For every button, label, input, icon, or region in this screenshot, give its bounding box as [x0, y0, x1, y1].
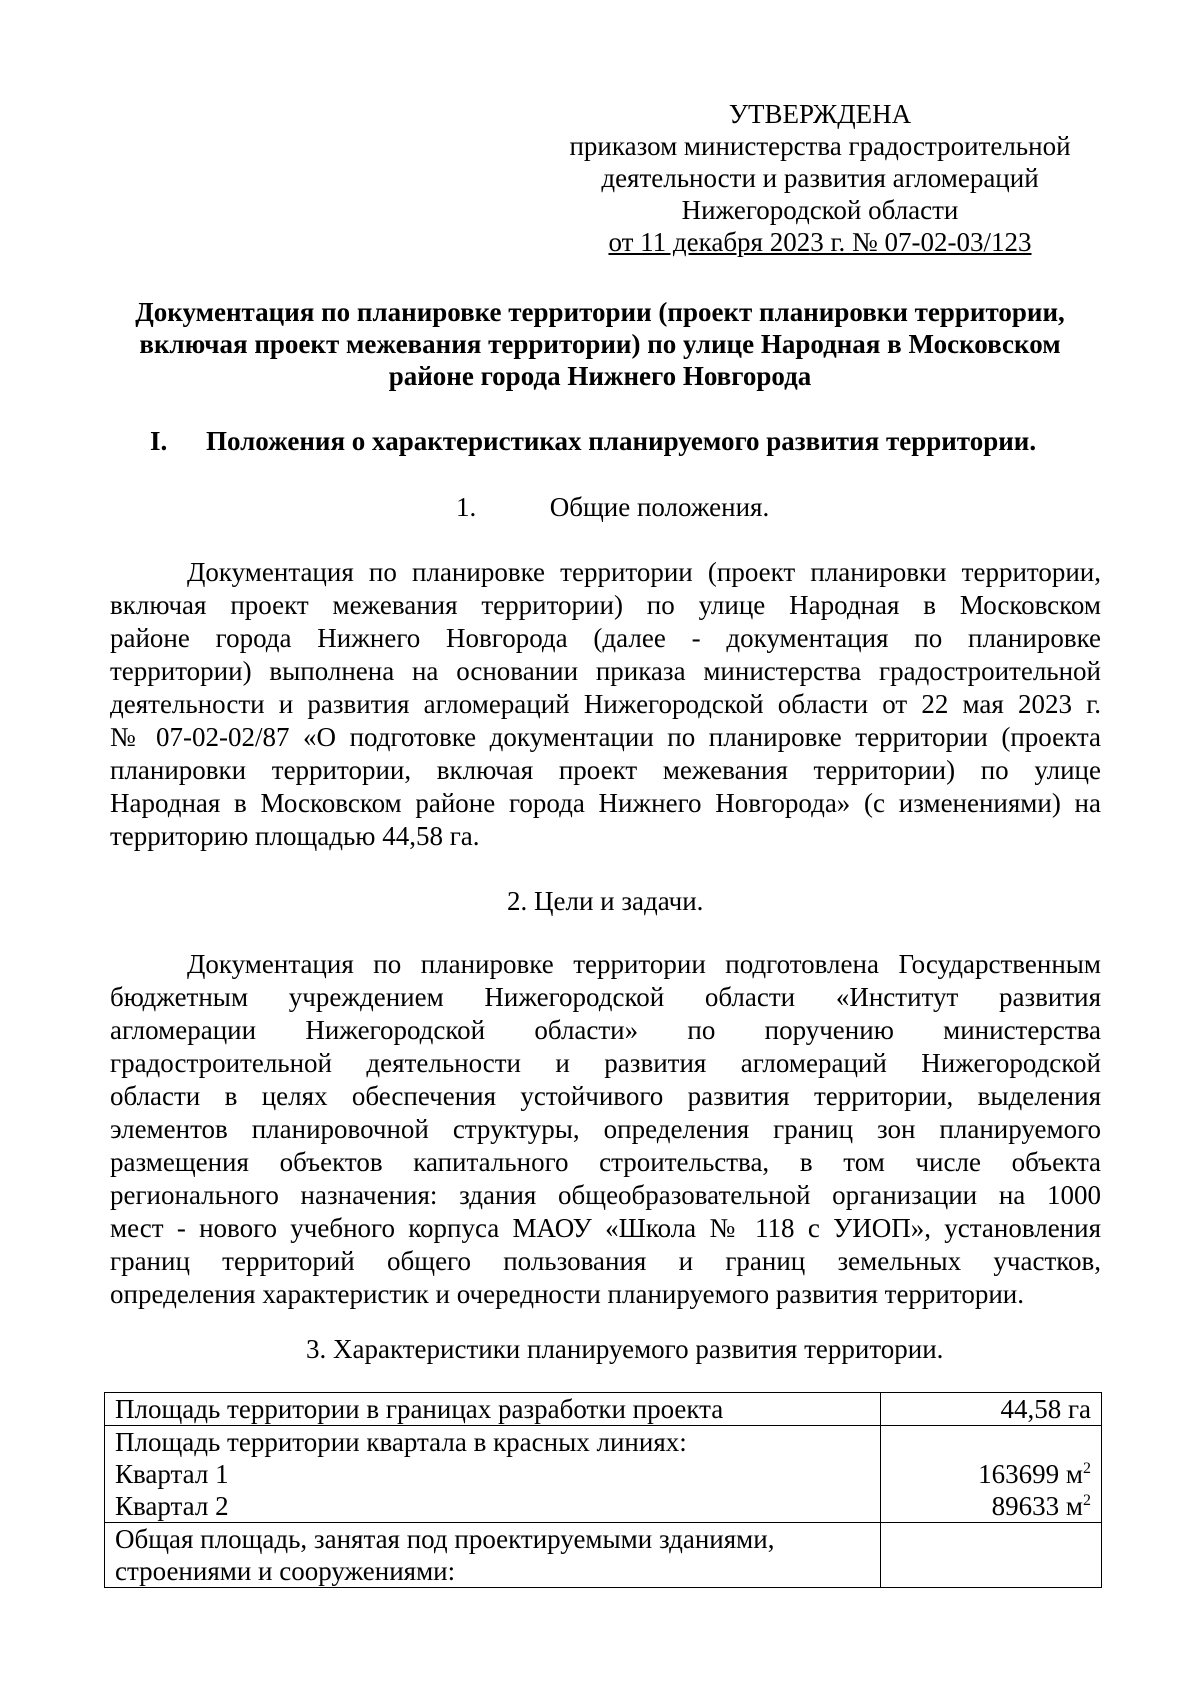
document-title — [110, 296, 1090, 392]
approval-date-order: от 11 декабря 2023 г. № 07-02-03/123 — [608, 227, 1032, 257]
unit-exponent: 2 — [1083, 1460, 1091, 1477]
table-row — [105, 1426, 1102, 1523]
paragraph-goals — [110, 948, 1101, 1311]
paragraph-line: Документация по планировке территории (проект планировки территории, — [187, 557, 1101, 587]
paragraph-line: агломерации Нижегородской области» по поручению министерства — [110, 1015, 1101, 1045]
approval-line-3: Нижегородской области — [681, 195, 959, 225]
paragraph-line: включая проект межевания территории) по улице Народная в Московском — [110, 590, 1101, 620]
table-cell-text: Общая площадь, занятая под проектируемыми зданиями, — [115, 1524, 775, 1554]
paragraph-line: Документация по планировке территории подготовлена Государственным — [187, 949, 1101, 979]
paragraph-line: районе города Нижнего Новгорода (далее - документация по планировке — [110, 623, 1101, 653]
table-cell-value: 44,58 га — [881, 1393, 1102, 1426]
table-cell-label — [105, 1426, 881, 1523]
title-line-1: Документация по планировке территории (проект планировки территории, — [135, 297, 1065, 327]
section-number: I. — [150, 426, 168, 456]
characteristics-table — [104, 1392, 1102, 1588]
paragraph-line: Народная в Московском районе города Нижнего Новгорода» (с изменениями) на — [110, 788, 1101, 818]
table-cell-label: Площадь территории в границах разработки проекта — [105, 1393, 881, 1426]
approval-line-2: деятельности и развития агломераций — [601, 163, 1039, 193]
paragraph-line: бюджетным учреждением Нижегородской области «Институт развития — [110, 982, 1101, 1012]
table-cell-text: Квартал 1 — [115, 1459, 229, 1489]
paragraph-line: территорию площадью 44,58 га. — [110, 821, 480, 851]
paragraph-line: № 07-02-02/87 «О подготовке документации по планировке территории (проекта — [110, 722, 1101, 752]
approval-block — [560, 98, 1080, 258]
approval-status: УТВЕРЖДЕНА — [728, 99, 912, 129]
paragraph-line: регионального назначения: здания общеобразовательной организации на 1000 — [110, 1180, 1101, 1210]
table-cell-text: Квартал 2 — [115, 1491, 229, 1521]
area-value: 163699 м — [978, 1459, 1083, 1489]
paragraph-line: области в целях обеспечения устойчивого развития территории, выделения — [110, 1081, 1101, 1111]
paragraph-line: размещения объектов капитального строительства, в том числе объекта — [110, 1147, 1101, 1177]
table-cell-value — [881, 1426, 1102, 1523]
paragraph-line: планировки территории, включая проект межевания территории) по улице — [110, 755, 1101, 785]
area-value: 89633 м — [991, 1491, 1083, 1521]
subsection-1-heading — [456, 492, 769, 523]
title-line-2: включая проект межевания территории) по улице Народная в Московском — [139, 329, 1061, 359]
table-row — [105, 1523, 1102, 1588]
subsection-1-number: 1. — [456, 492, 477, 522]
table-cell-text — [891, 1458, 1091, 1490]
paragraph-line: деятельности и развития агломераций Нижегородской области от 22 мая 2023 г. — [110, 689, 1101, 719]
table-cell-text: Площадь территории квартала в красных линиях: — [115, 1427, 687, 1457]
table-cell-value — [881, 1523, 1102, 1588]
paragraph-line: градостроительной деятельности и развития агломераций Нижегородской — [110, 1048, 1101, 1078]
subsection-1-title: Общие положения. — [549, 492, 770, 522]
paragraph-line: мест - нового учебного корпуса МАОУ «Школа № 118 с УИОП», установления — [110, 1213, 1101, 1243]
approval-line-1: приказом министерства градостроительной — [569, 131, 1071, 161]
section-title: Положения о характеристиках планируемого развития территории. — [206, 426, 1037, 456]
table-row — [105, 1393, 1102, 1426]
subsection-2-heading: 2. Цели и задачи. — [507, 886, 704, 916]
paragraph-line: элементов планировочной структуры, определения границ зон планируемого — [110, 1114, 1101, 1144]
title-line-3: районе города Нижнего Новгорода — [388, 361, 812, 391]
paragraph-line: определения характеристик и очередности планируемого развития территории. — [110, 1279, 1024, 1309]
unit-exponent: 2 — [1083, 1492, 1091, 1509]
paragraph-line: территории) выполнена на основании приказа министерства градостроительной — [110, 656, 1101, 686]
paragraph-line: границ территорий общего пользования и границ земельных участков, — [110, 1246, 1101, 1276]
table-cell-text: строениями и сооружениями: — [115, 1556, 456, 1586]
subsection-3-heading: 3. Характеристики планируемого развития территории. — [306, 1334, 944, 1364]
table-cell-label — [105, 1523, 881, 1588]
paragraph-general — [110, 556, 1101, 853]
table-cell-blank — [891, 1426, 1091, 1458]
table-cell-text — [891, 1490, 1091, 1522]
